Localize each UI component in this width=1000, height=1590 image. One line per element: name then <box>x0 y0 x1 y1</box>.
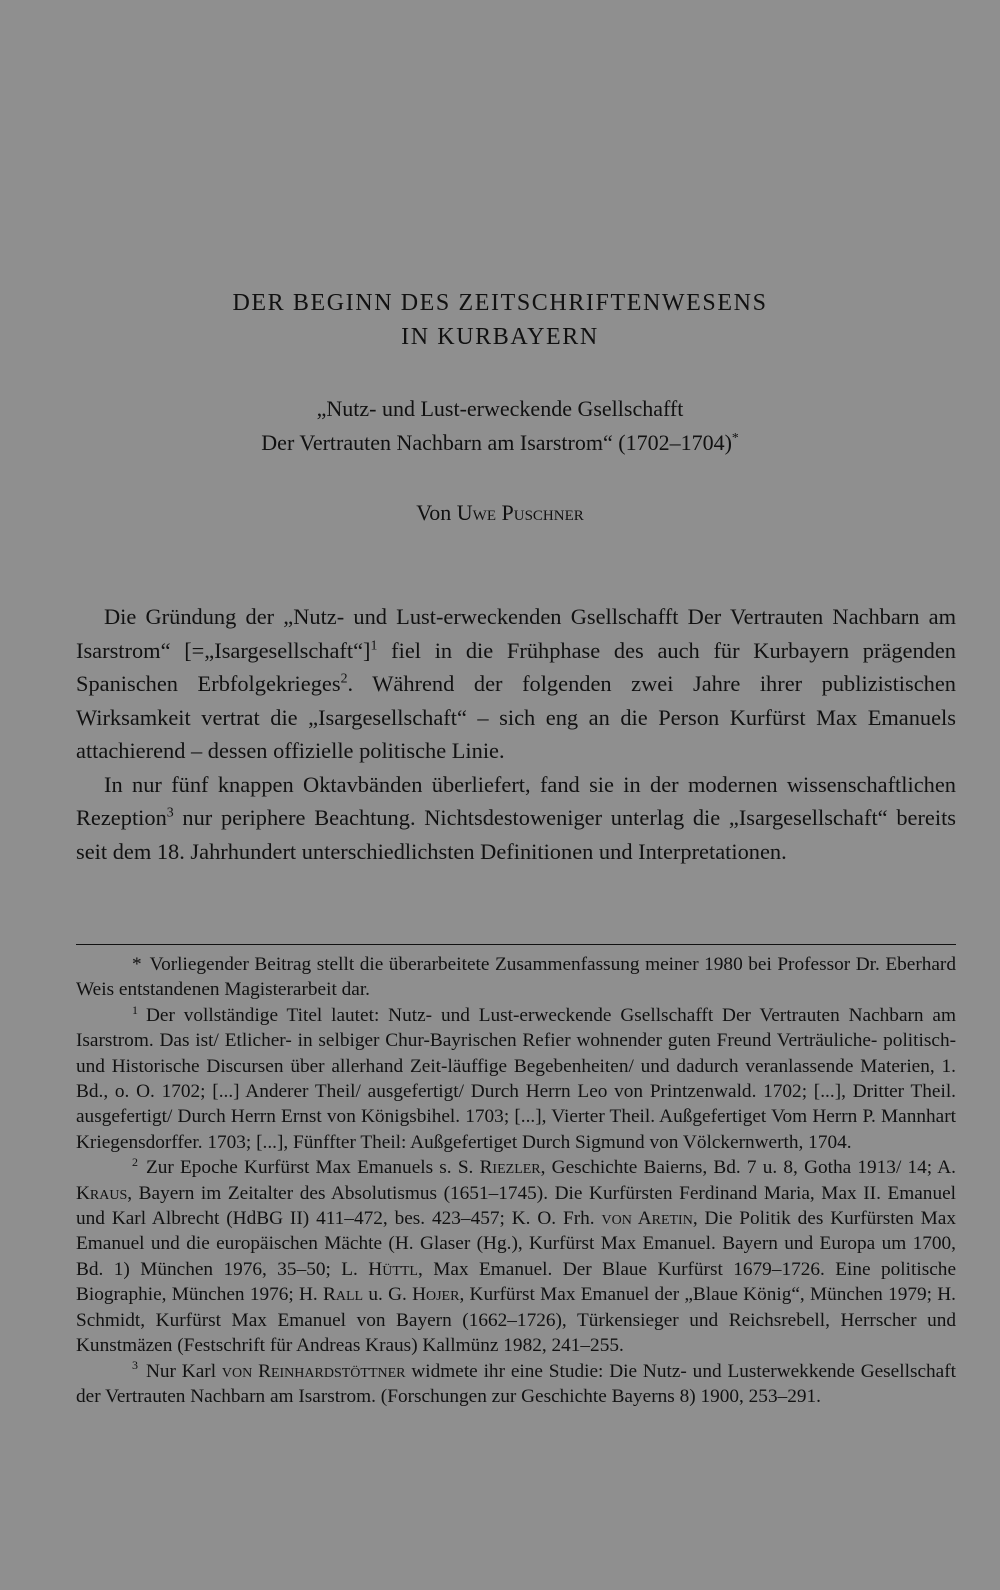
footnote-3-name-reinhardstoettner: von Reinhardstöttner <box>221 1360 406 1382</box>
title-line-1: DER BEGINN DES ZEITSCHRIFTENWESENS <box>232 290 768 316</box>
footnote-2-text-f: u. G. <box>363 1284 413 1306</box>
footnote-2-name-huettl: Hüttl <box>368 1258 418 1280</box>
footnote-3-text-a: Nur Karl <box>145 1360 222 1382</box>
title-line-2: IN KURBAYERN <box>401 324 599 350</box>
paragraph-2 <box>76 768 956 869</box>
footnote-star-mark: * <box>132 954 142 975</box>
footnotes <box>76 952 956 1409</box>
footnote-2-name-hojer: Hojer <box>412 1284 460 1306</box>
footnote-2-text-c: , Bayern im Zeitalter des Absolutismus (1651–1745). Die Kurfürsten Ferdinand Maria, Max II. Emanuel und Karl Albrecht (HdBG II) 411–472, bes. 423–457; K. O. Frh. <box>76 1182 956 1230</box>
footnote-1-text: Der vollständige Titel lautet: Nutz- und Lust-erweckende Gsellschafft Der Vertrauten Nachbarn am Isarstrom. Das ist/ Etlicher- in selbiger Chur-Bayrischen Refier wohnender guten Freund Verträuliche- politisch- und Historische Discursen über allerhand Zeit-läuffige Begebenheiten/ und dadurch veranlassende Materien, 1. Bd., o. O. 1702; [...] Anderer Theil/ ausgefertigt/ Durch Herrn Leo von Printzenwald. 1702; [...], Dritter Theil. ausgefertigt/ Durch Herrn Ernst von Königsbihel. 1703; [...], Vierter Theil. Außgefertiget Vom Herrn P. Mannhart Kriegensdorffer. 1703; [...], Fünffter Theil: Außgefertiget Durch Sigmund von Völckernwerth, 1704. <box>76 1004 956 1153</box>
paragraph-2-part-b: nur periphere Beachtung. Nichtsdestoweniger unterlag die „Isargesellschaft“ bereits seit dem 18. Jahrhundert unterschiedlichsten Definitionen und Interpretationen. <box>76 805 956 864</box>
subtitle-line-2 <box>0 426 1000 460</box>
paragraph-1-part-c: . Während der folgenden zwei Jahre ihrer publizistischen Wirksamkeit vertrat die „Isargesellschaft“ – sich eng an die Person Kurfürst Max Emanuels attachierend – dessen offizielle politische Linie. <box>76 671 956 763</box>
footnote-2-text-g: , Kurfürst Max Emanuel der „Blaue König“, München 1979; H. Schmidt, Kurfürst Max Emanuel von Bayern (1662–1726), Türkensieger und Reichsrebell, Herrscher und Kunstmäzen (Festschrift für Andreas Kraus) Kallmünz 1982, 241–255. <box>76 1284 957 1357</box>
footnote-2-text-b: , Geschichte Baierns, Bd. 7 u. 8, Gotha 1913/ 14; A. <box>540 1157 957 1179</box>
footnote-2-text-a: Zur Epoche Kurfürst Max Emanuels s. S. <box>145 1157 480 1179</box>
subtitle-line-1: „Nutz- und Lust-erweckende Gsellschafft <box>316 396 684 421</box>
footnote-2: $^2$ Zur Epoche Kurfürst Max Emanuels s. S. Riezler, Geschichte Baierns, Bd. 7 u. 8, Gotha 1913/ 14; A. Kraus, Bayern im Zeitalter des Absolutismus (1651–1745). Die Kurfürsten Ferdinand Maria, Max II. Emanuel und Karl Albrecht (HdBG II) 411–472, bes. 423–457; K. O. Frh. von Aretin, Die Politik des Kurfürsten Max Emanuel und die europäischen Mächte (H. Glaser (Hg.), Kurfürst Max Emanuel. Bayern und Europa um 1700, Bd. 1) München 1976, 35–50; L. Hüttl, Max Emanuel. Der Blaue Kurfürst 1679–1726. Eine politische Biographie, München 1976; H. Rall u. G. Hojer, Kurfürst Max Emanuel der „Blaue König“, München 1979; H. Schmidt, Kurfürst Max Emanuel von Bayern (1662–1726), Türkensieger und Reichsrebell, Herrscher und Kunstmäzen (Festschrift für Andreas Kraus) Kallmünz 1982, 241–255. <box>76 1155 957 1357</box>
subtitle-footnote-mark: * <box>731 429 739 445</box>
article-title <box>0 286 1000 354</box>
footnote-2-name-riezler: Riezler <box>479 1157 541 1179</box>
paragraph-2-part-a: In nur fünf knappen Oktavbänden überliefert, fand sie in der modernen wissenschaftlichen Rezeption <box>76 771 956 830</box>
paragraph-1 <box>76 600 956 768</box>
footnote-ref-1: 1 <box>370 638 378 654</box>
footnote-divider <box>76 944 956 945</box>
footnote-star <box>76 952 956 1003</box>
author-prefix: Von <box>416 500 452 525</box>
body-text <box>76 600 956 868</box>
author-line <box>0 500 1000 526</box>
footnote-3-text-b: widmete ihr eine Studie: Die Nutz- und Lusterwekkende Gesellschaft der Vertrauten Nachbarn am Isarstrom. (Forschungen zur Geschichte Bayerns 8) 1900, 253–291. <box>76 1360 956 1407</box>
paragraph-1-part-a: Die Gründung der „Nutz- und Lust-erweckenden Gsellschafft Der Vertrauten Nachbarn am Isarstrom“ [=„Isargesellschaft“] <box>76 604 956 663</box>
footnote-3: $^3$ Nur Karl von Reinhardstöttner widmete ihr eine Studie: Die Nutz- und Lusterwekkende Gesellschaft der Vertrauten Nachbarn am Isarstrom. (Forschungen zur Geschichte Bayerns 8) 1900, 253–291. <box>76 1358 956 1407</box>
paragraph-1-part-b: fiel in die Frühphase des auch für Kurbayern prägenden Spanischen Erbfolgekrieges <box>76 637 956 696</box>
footnote-2-text-d: , Die Politik des Kurfürsten Max Emanuel und die europäischen Mächte (H. Glaser (Hg.), Kurfürst Max Emanuel. Bayern und Europa um 1700, Bd. 1) München 1976, 35–50; L. <box>76 1208 956 1280</box>
footnote-ref-3: 3 <box>166 805 174 821</box>
footnote-ref-2: 2 <box>340 671 348 687</box>
footnote-2-name-rall: Rall <box>323 1284 364 1306</box>
author-name: Uwe Puschner <box>456 500 584 525</box>
footnote-2-text-e: , Max Emanuel. Der Blaue Kurfürst 1679–1726. Eine politische Biographie, München 1976; H. <box>76 1258 956 1306</box>
subtitle-line-2-text: Der Vertrauten Nachbarn am Isarstrom“ (1702–1704) <box>261 430 732 455</box>
footnote-2-name-aretin: von Aretin <box>601 1208 693 1230</box>
footnote-star-text: Vorliegender Beitrag stellt die überarbeitete Zusammenfassung meiner 1980 bei Professor Dr. Eberhard Weis entstandenen Magisterarbeit dar. <box>76 954 956 1001</box>
footnote-2-name-kraus: Kraus <box>76 1182 128 1204</box>
footnote-1: $^1$ Der vollständige Titel lautet: Nutz- und Lust-erweckende Gsellschafft Der Vertrauten Nachbarn am Isarstrom. Das ist/ Etlicher- in selbiger Chur-Bayrischen Refier wohnender guten Freund Verträuliche- politisch- und Historische Discursen über allerhand Zeit-läuffige Begebenheiten/ und dadurch veranlassende Materien, 1. Bd., o. O. 1702; [...] Anderer Theil/ ausgefertigt/ Durch Herrn Leo von Printzenwald. 1702; [...], Dritter Theil. ausgefertigt/ Durch Herrn Ernst von Königsbihel. 1703; [...], Vierter Theil. Außgefertiget Vom Herrn P. Mannhart Kriegensdorffer. 1703; [...], Fünffter Theil: Außgefertiget Durch Sigmund von Völckernwerth, 1704. <box>76 1002 956 1153</box>
article-subtitle <box>0 392 1000 460</box>
